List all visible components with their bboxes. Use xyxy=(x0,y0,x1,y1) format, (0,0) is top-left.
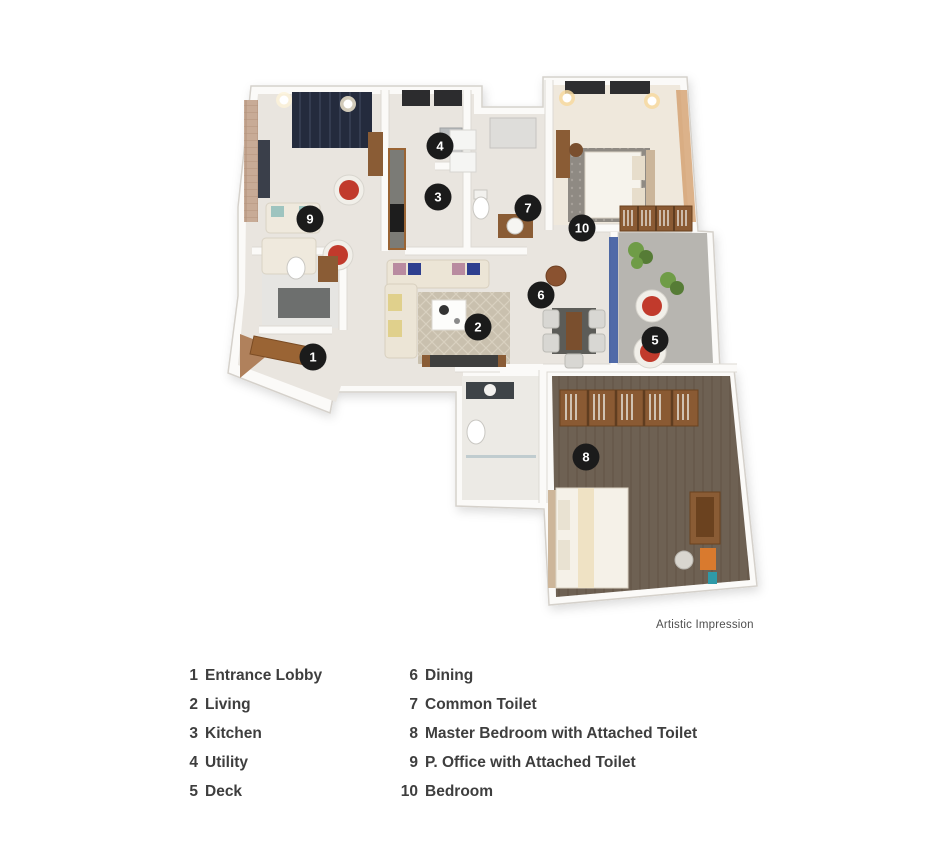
marker-10 xyxy=(569,215,596,242)
svg-text:9: 9 xyxy=(306,211,314,227)
living-tv-unit-side xyxy=(422,355,430,367)
dining-chair xyxy=(565,354,583,368)
legend-item-p-office xyxy=(380,748,697,777)
living-pillow xyxy=(467,263,480,275)
toilet-vanity xyxy=(318,256,338,282)
legend-label: Kitchen xyxy=(205,725,262,742)
legend-label: Entrance Lobby xyxy=(205,667,323,684)
office-shelf xyxy=(258,140,270,198)
ceiling-light xyxy=(280,96,289,105)
artistic-impression-caption: Artistic Impression xyxy=(656,619,754,631)
dining-chair xyxy=(589,310,605,328)
hall-wardrobe xyxy=(620,206,692,231)
kitchen-window xyxy=(434,90,462,106)
toilet-shower-mat xyxy=(278,288,330,318)
legend-item-common-toilet xyxy=(380,690,697,719)
living-tv-unit xyxy=(430,355,498,367)
master-bed-runner xyxy=(578,488,594,588)
office-desk xyxy=(368,132,383,176)
deck-glass-door xyxy=(609,237,618,363)
kitchen-window xyxy=(402,90,430,106)
legend-item-deck xyxy=(160,777,322,806)
toilet-wc xyxy=(473,197,489,219)
living-pillow xyxy=(408,263,421,275)
legend-item-master-bedroom xyxy=(380,719,697,748)
legend-item-kitchen xyxy=(160,719,322,748)
dining-pot xyxy=(546,266,566,286)
legend-label: Master Bedroom with Attached Toilet xyxy=(425,725,698,742)
marker-5 xyxy=(642,327,669,354)
legend-label: P. Office with Attached Toilet xyxy=(425,754,636,771)
legend-label: Common Toilet xyxy=(425,696,537,713)
svg-text:4: 4 xyxy=(436,138,444,154)
legend-num: 3 xyxy=(189,725,198,742)
legend-num: 5 xyxy=(189,783,198,800)
marker-6 xyxy=(528,282,555,309)
legend-item-dining xyxy=(380,661,697,690)
marker-4 xyxy=(427,133,454,160)
master-desk-chair xyxy=(675,551,693,569)
marker-1 xyxy=(300,344,327,371)
marker-3 xyxy=(425,184,452,211)
svg-text:8: 8 xyxy=(582,449,590,465)
dining-table-runner xyxy=(566,312,582,350)
legend-num: 1 xyxy=(189,667,198,684)
master-toilet-shower-glass xyxy=(466,455,536,458)
kitchen-stove xyxy=(390,204,404,232)
legend-label: Dining xyxy=(425,667,474,684)
living-pillow xyxy=(388,320,402,337)
master-teal-decor xyxy=(708,572,717,584)
svg-text:6: 6 xyxy=(537,287,545,303)
living-coffee-table xyxy=(432,300,466,330)
legend-column-2 xyxy=(380,661,697,806)
marker-8 xyxy=(573,444,600,471)
marker-2 xyxy=(465,314,492,341)
office-pillow xyxy=(271,206,284,217)
dining-chair xyxy=(543,334,559,352)
living-pillow xyxy=(393,263,406,275)
master-toilet-wc xyxy=(467,420,485,444)
legend-item-utility xyxy=(160,748,322,777)
svg-text:5: 5 xyxy=(651,332,659,348)
legend-column-1 xyxy=(160,661,322,806)
master-orange-drawer xyxy=(700,548,716,570)
svg-text:10: 10 xyxy=(574,220,590,236)
legend-item-bedroom xyxy=(380,777,697,806)
bedroom-desk xyxy=(556,130,570,178)
kitchen-counter-top xyxy=(390,150,404,248)
marker-9 xyxy=(297,206,324,233)
utility-washer xyxy=(450,130,476,150)
deck-red-chair-cushion xyxy=(642,296,662,316)
legend-label: Living xyxy=(205,696,251,713)
legend-item-living xyxy=(160,690,322,719)
svg-text:7: 7 xyxy=(524,200,532,216)
legend-num: 8 xyxy=(409,725,418,742)
svg-text:1: 1 xyxy=(309,349,317,365)
svg-text:3: 3 xyxy=(434,189,442,205)
living-table-decor xyxy=(454,318,460,324)
legend-label: Deck xyxy=(205,783,243,800)
living-table-decor xyxy=(439,305,449,315)
legend-item-entrance-lobby xyxy=(160,661,322,690)
bedroom-window xyxy=(610,81,650,94)
svg-text:2: 2 xyxy=(474,319,482,335)
living-tv-unit-side xyxy=(498,355,506,367)
master-bed-pillow xyxy=(558,540,570,570)
master-toilet-basin xyxy=(484,384,496,396)
legend-label: Bedroom xyxy=(425,783,494,800)
legend-num: 6 xyxy=(409,667,418,684)
office-red-chair-cushion xyxy=(339,180,359,200)
legend-num: 10 xyxy=(400,783,418,800)
marker-7 xyxy=(515,195,542,222)
dining-chair xyxy=(543,310,559,328)
legend-label: Utility xyxy=(205,754,249,771)
legend-num: 9 xyxy=(409,754,418,771)
legend-num: 2 xyxy=(189,696,198,713)
toilet-basin xyxy=(507,218,523,234)
ceiling-light xyxy=(563,94,572,103)
legend-num: 4 xyxy=(189,754,198,771)
living-pillow xyxy=(388,294,402,311)
master-bed-pillow xyxy=(558,500,570,530)
bedroom-desk-chair xyxy=(569,143,583,157)
master-desk-shelf xyxy=(696,497,714,537)
utility-washer xyxy=(450,152,476,172)
toilet-wc xyxy=(287,257,305,279)
dining-chair xyxy=(589,334,605,352)
toilet-shower-tray xyxy=(490,118,536,148)
bedroom-pillow xyxy=(632,156,645,180)
living-pillow xyxy=(452,263,465,275)
legend-num: 7 xyxy=(409,696,418,713)
ceiling-light xyxy=(344,100,353,109)
ceiling-light xyxy=(648,97,657,106)
office-brick-wall xyxy=(244,100,258,222)
